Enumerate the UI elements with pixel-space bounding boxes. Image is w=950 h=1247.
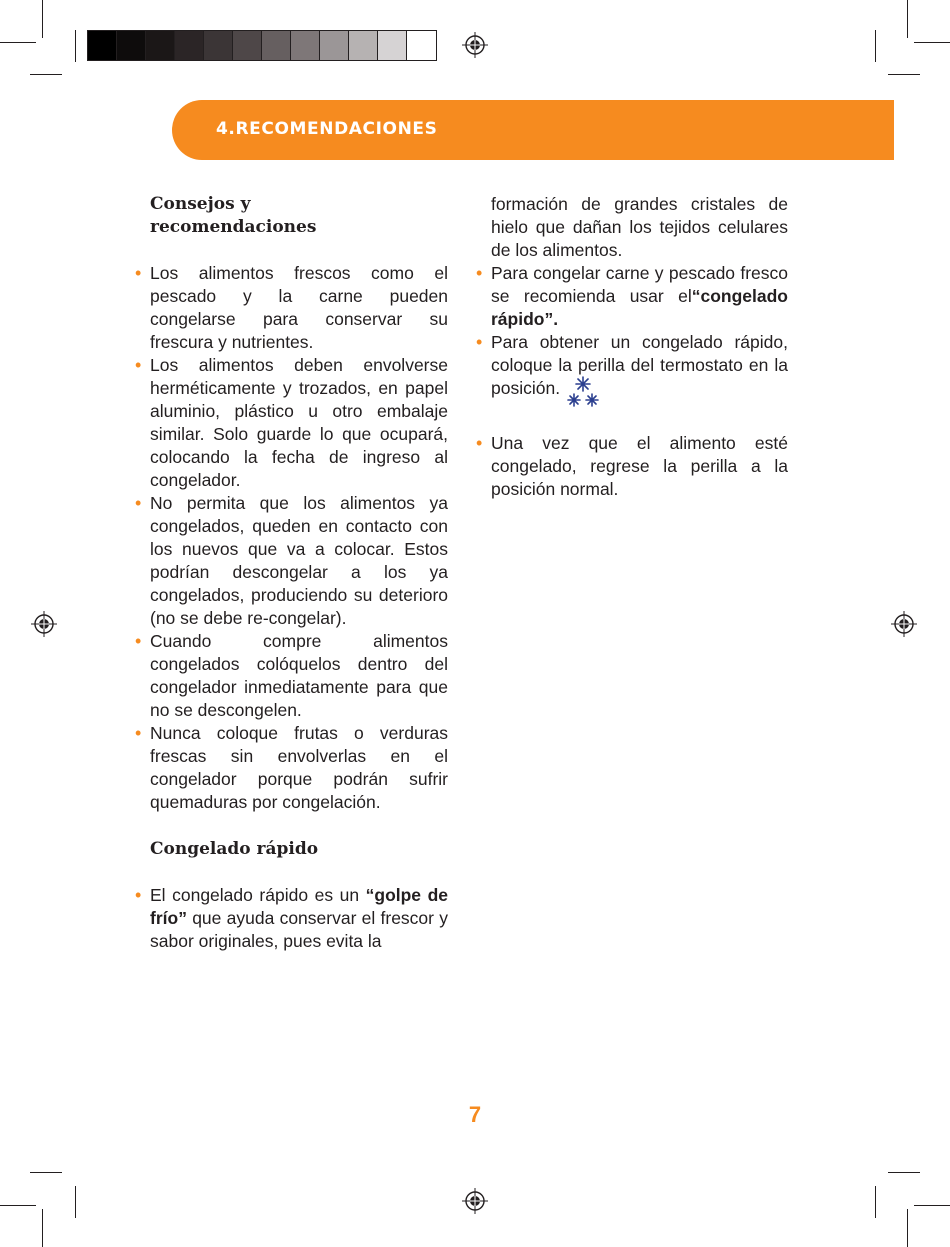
color-calibration-bar <box>87 30 437 61</box>
crop-mark <box>875 30 876 62</box>
crop-mark <box>42 0 43 38</box>
color-swatch <box>233 31 262 60</box>
crop-mark <box>888 74 920 75</box>
list-item: • Para congelar carne y pescado fresco se recomienda usar el“congelado rápido”. <box>491 262 788 331</box>
crop-mark <box>30 74 62 75</box>
crop-mark <box>42 1209 43 1247</box>
quick-freeze-list-continued <box>491 262 788 501</box>
list-item: • Una vez que el alimento esté congelado, regrese la perilla a la posición normal. <box>491 432 788 501</box>
color-swatch <box>262 31 291 60</box>
list-item: • Nunca coloque frutas o verduras frescas sin envolverlas en el congelador porque podrán sufrir quemaduras por congelación. <box>150 722 448 814</box>
color-swatch <box>204 31 233 60</box>
list-item: • Los alimentos deben envolverse herméticamente y trozados, en papel aluminio, plástico u otro embalaje similar. Solo guarde lo que ocupará, colocando la fecha de ingreso al congelador. <box>150 354 448 492</box>
crop-mark <box>0 1205 36 1206</box>
quick-freeze-list <box>150 884 448 953</box>
registration-mark-icon <box>891 611 917 637</box>
color-swatch <box>320 31 349 60</box>
crop-mark <box>75 1186 76 1218</box>
continued-paragraph: formación de grandes cristales de hielo que dañan los tejidos celulares de los alimentos. <box>491 194 788 260</box>
registration-mark-icon <box>31 611 57 637</box>
color-swatch <box>146 31 175 60</box>
crop-mark <box>875 1186 876 1218</box>
right-column <box>491 193 788 501</box>
crop-mark <box>30 1172 62 1173</box>
list-item: • No permita que los alimentos ya congelados, queden en contacto con los nuevos que va a colocar. Estos podrían descongelar a los ya congelados, produciendo su deterioro (no se debe re-congelar). <box>150 492 448 630</box>
registration-mark-icon <box>462 32 488 58</box>
color-swatch <box>407 31 436 60</box>
color-swatch <box>88 31 117 60</box>
color-swatch <box>117 31 146 60</box>
color-swatch <box>291 31 320 60</box>
color-swatch <box>378 31 407 60</box>
section-heading-consejos: Consejos y recomendaciones <box>150 194 317 237</box>
registration-mark-icon <box>462 1188 488 1214</box>
section-title: 4.RECOMENDACIONES <box>216 119 438 139</box>
snowflake-icon <box>566 375 600 409</box>
page-number: 7 <box>468 1102 482 1127</box>
crop-mark <box>888 1172 920 1173</box>
crop-mark <box>907 1209 908 1247</box>
crop-mark <box>0 42 36 43</box>
crop-mark <box>914 42 950 43</box>
crop-mark <box>907 0 908 38</box>
list-item: • Cuando compre alimentos congelados colóquelos dentro del congelador inmediatamente para que no se descongelen. <box>150 630 448 722</box>
crop-mark <box>914 1205 950 1206</box>
section-heading-congelado: Congelado rápido <box>150 839 319 859</box>
left-column <box>150 193 448 953</box>
color-swatch <box>349 31 378 60</box>
list-item: • El congelado rápido es un “golpe de frío” que ayuda conservar el frescor y sabor originales, pues evita la <box>150 884 448 953</box>
crop-mark <box>75 30 76 62</box>
tips-list <box>150 262 448 814</box>
color-swatch <box>175 31 204 60</box>
list-item: • Para obtener un congelado rápido, coloque la perilla del termostato en la posición. <box>491 331 788 409</box>
list-item: • Los alimentos frescos como el pescado y la carne pueden congelarse para conservar su frescura y nutrientes. <box>150 262 448 354</box>
section-header-tab <box>172 100 894 160</box>
